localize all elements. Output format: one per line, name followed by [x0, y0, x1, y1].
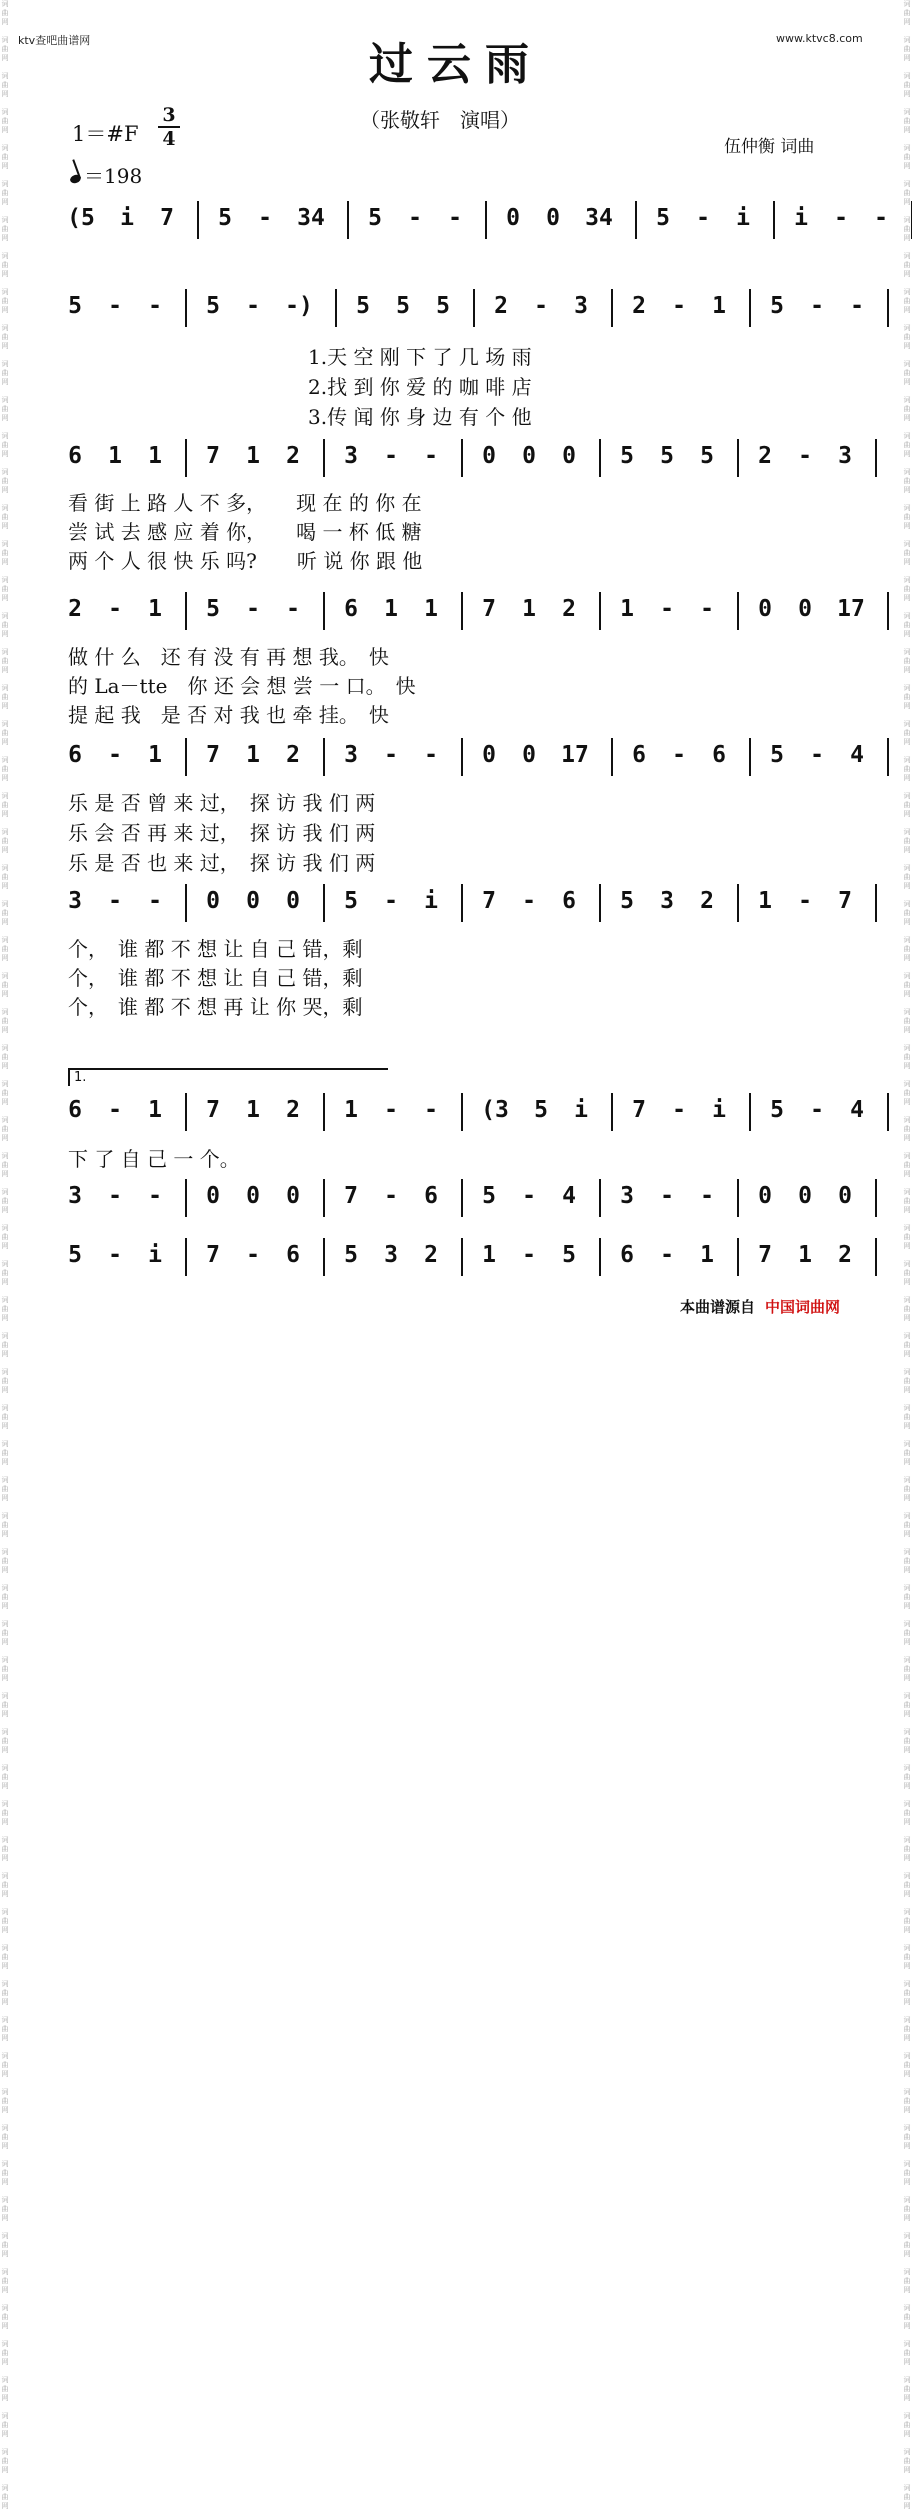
note: 5 — [206, 596, 220, 622]
note: 2 — [286, 1097, 300, 1123]
lyric-line: 个， 谁 都 不 想 让 自 己 错，剩 — [68, 966, 363, 990]
note: 3 — [68, 1183, 82, 1209]
note: 2 — [700, 888, 714, 914]
song-title: 过云雨 — [369, 39, 543, 90]
note: 6 — [68, 742, 82, 768]
note: 6 — [620, 1242, 634, 1268]
note: 7 — [758, 1242, 772, 1268]
note: 5 — [534, 1097, 548, 1123]
barline — [485, 201, 487, 239]
tempo-value: ＝198 — [84, 164, 143, 188]
note: - — [108, 742, 122, 768]
note: 1 — [148, 443, 162, 469]
note: 5 — [656, 205, 670, 231]
note: 4 — [562, 1183, 576, 1209]
note: - — [798, 443, 812, 469]
note: 5 — [68, 1242, 82, 1268]
barline — [323, 439, 325, 477]
note: - — [810, 293, 824, 319]
lyric-line: 3.传 闻 你 身 边 有 个 他 — [308, 405, 532, 429]
note: 1 — [148, 1097, 162, 1123]
note: - — [246, 1242, 260, 1268]
note: 17 — [837, 596, 865, 622]
barline — [599, 592, 601, 630]
barline — [737, 592, 739, 630]
note: 0 — [286, 1183, 300, 1209]
barline — [461, 1093, 463, 1131]
note: 7 — [632, 1097, 646, 1123]
note: - — [424, 443, 438, 469]
note: 5 — [700, 443, 714, 469]
barline — [635, 201, 637, 239]
note: 1 — [758, 888, 772, 914]
note: - — [148, 293, 162, 319]
note: - — [108, 1097, 122, 1123]
barline — [887, 1093, 889, 1131]
note: 0 — [506, 205, 520, 231]
barline — [887, 289, 889, 327]
note: - — [148, 1183, 162, 1209]
note: 1 — [108, 443, 122, 469]
note: 2 — [286, 742, 300, 768]
note: - — [108, 1183, 122, 1209]
source-credit — [680, 1296, 840, 1317]
note: 5 — [344, 888, 358, 914]
barline — [197, 201, 199, 239]
note: 1 — [246, 443, 260, 469]
barline — [461, 738, 463, 776]
barline — [323, 884, 325, 922]
note: 1 — [384, 596, 398, 622]
barline — [185, 592, 187, 630]
note: 5 — [436, 293, 450, 319]
note: 3 — [660, 888, 674, 914]
note: - — [108, 1242, 122, 1268]
note: i — [574, 1097, 588, 1123]
note: - — [408, 205, 422, 231]
note: 2 — [758, 443, 772, 469]
lyric-line: 做 什 么 还 有 没 有 再 想 我。 快 — [68, 645, 389, 669]
note: - — [246, 596, 260, 622]
note: - — [798, 888, 812, 914]
note: 1 — [620, 596, 634, 622]
note: 7 — [206, 1242, 220, 1268]
barline — [323, 1093, 325, 1131]
note: - — [810, 742, 824, 768]
note: 7 — [482, 596, 496, 622]
watermark-left: ktv查吧曲谱网 — [18, 34, 91, 47]
note: - — [522, 888, 536, 914]
side-watermark-right: 词 曲 网 词 曲 网 词 曲 网 词 曲 网 词 曲 网 词 曲 网 词 曲 网 词 曲 网 词 曲 网 词 曲 网 词 曲 网 词 曲 网 词 曲 网 词 曲 网 词 曲 网 词 曲 网 词 曲 网 词 曲 网 词 曲 网 词 曲 网 词 曲 网 词 曲 网 词 曲 网 词 曲 网 词 曲 网 词 曲 网 词 曲 网 词 曲 网 词 曲 网 词 曲 网 词 曲 网 词 曲 网 词 曲 网 词 曲 网 词 曲 网 词 曲 网 词 曲 网 词 曲 网 词 曲 网 词 曲 网 词 曲 网 词 曲 网 词 曲 网 词 曲 网 词 曲 网 词 曲 网 词 曲 网 词 曲 网 词 曲 网 词 曲 网 词 曲 网 词 曲 网 词 曲 网 词 曲 网 词 曲 网 词 曲 网 词 曲 网 词 曲 网 词 曲 网 词 曲 网 词 曲 网 词 曲 网 词 曲 网 词 曲 网 词 曲 网 词 曲 网 词 曲 网 词 曲 网 词 曲 网 词 曲 网 — [903, 0, 911, 2510]
note: i — [148, 1242, 162, 1268]
note: 5 — [206, 293, 220, 319]
note: - — [384, 742, 398, 768]
barline — [335, 289, 337, 327]
note: - — [384, 1097, 398, 1123]
barline — [737, 439, 739, 477]
note: 4 — [850, 742, 864, 768]
performer: （张敬轩 演唱） — [360, 108, 520, 132]
note: 5 — [620, 443, 634, 469]
note: - — [384, 443, 398, 469]
note: i — [736, 205, 750, 231]
barline — [185, 1179, 187, 1217]
quarter-note-icon — [69, 173, 82, 184]
note: 6 — [712, 742, 726, 768]
note: 0 — [206, 888, 220, 914]
note: i — [120, 205, 134, 231]
lyric-line: 提 起 我 是 否 对 我 也 牵 挂。 快 — [68, 703, 389, 727]
barline — [611, 289, 613, 327]
author-credit: 伍仲衡 词曲 — [724, 137, 815, 157]
barline — [185, 439, 187, 477]
note: 34 — [585, 205, 613, 231]
note: - — [850, 293, 864, 319]
note: 4 — [850, 1097, 864, 1123]
note: - — [660, 596, 674, 622]
note: - — [108, 596, 122, 622]
barline — [599, 1179, 601, 1217]
note: 0 — [246, 1183, 260, 1209]
note: 2 — [632, 293, 646, 319]
barline — [875, 439, 877, 477]
note: - — [108, 293, 122, 319]
note: - — [696, 205, 710, 231]
note: - — [660, 1183, 674, 1209]
barline — [749, 1093, 751, 1131]
note: 1 — [798, 1242, 812, 1268]
barline — [323, 1238, 325, 1276]
note: 3 — [384, 1242, 398, 1268]
barline — [185, 738, 187, 776]
note: 5 — [396, 293, 410, 319]
note: - — [246, 293, 260, 319]
barline — [185, 1093, 187, 1131]
lyric-line: 1.天 空 刚 下 了 几 场 雨 — [308, 345, 532, 369]
note: 3 — [68, 888, 82, 914]
note: 7 — [206, 1097, 220, 1123]
barline — [599, 439, 601, 477]
note: 1 — [246, 742, 260, 768]
note: - — [522, 1242, 536, 1268]
note: (3 — [481, 1097, 509, 1123]
barline — [461, 884, 463, 922]
note: 5 — [620, 888, 634, 914]
note: - — [108, 888, 122, 914]
note: -) — [285, 293, 313, 319]
note: 7 — [838, 888, 852, 914]
note: 0 — [546, 205, 560, 231]
note: 0 — [286, 888, 300, 914]
time-signature — [158, 104, 180, 150]
note: 1 — [424, 596, 438, 622]
note: 0 — [522, 443, 536, 469]
lyric-line: 两 个 人 很 快 乐 吗? 听 说 你 跟 他 — [68, 549, 423, 573]
source-label: 本曲谱源自 — [680, 1298, 756, 1316]
source-site: 中国词曲网 — [765, 1298, 841, 1316]
note: 5 — [562, 1242, 576, 1268]
barline — [599, 884, 601, 922]
barline — [461, 592, 463, 630]
note: 5 — [770, 1097, 784, 1123]
barline — [473, 289, 475, 327]
note: 1 — [148, 742, 162, 768]
note: - — [534, 293, 548, 319]
note: - — [384, 888, 398, 914]
note: - — [834, 205, 848, 231]
note: 6 — [424, 1183, 438, 1209]
note: 5 — [660, 443, 674, 469]
note: 1 — [148, 596, 162, 622]
note: 5 — [770, 293, 784, 319]
barline — [737, 1238, 739, 1276]
note: - — [660, 1242, 674, 1268]
note: 1 — [712, 293, 726, 319]
barline — [347, 201, 349, 239]
note: 1 — [482, 1242, 496, 1268]
note: 5 — [218, 205, 232, 231]
barline — [875, 884, 877, 922]
note: 7 — [482, 888, 496, 914]
note: 0 — [482, 742, 496, 768]
note: 0 — [562, 443, 576, 469]
lyric-line: 个， 谁 都 不 想 再 让 你 哭，剩 — [68, 995, 363, 1019]
note: 2 — [68, 596, 82, 622]
note: 0 — [246, 888, 260, 914]
barline — [599, 1238, 601, 1276]
barline — [887, 592, 889, 630]
lyric-line: 2.找 到 你 爱 的 咖 啡 店 — [308, 375, 532, 399]
barline — [737, 884, 739, 922]
note: 0 — [798, 596, 812, 622]
note: 3 — [838, 443, 852, 469]
barline — [461, 439, 463, 477]
note: 1 — [700, 1242, 714, 1268]
note: 2 — [494, 293, 508, 319]
note: - — [286, 596, 300, 622]
note: 5 — [356, 293, 370, 319]
lyric-line: 尝 试 去 感 应 着 你， 喝 一 杯 低 糖 — [68, 520, 422, 544]
note: 5 — [482, 1183, 496, 1209]
note: 2 — [562, 596, 576, 622]
note: - — [384, 1183, 398, 1209]
note: - — [258, 205, 272, 231]
note: 0 — [522, 742, 536, 768]
note: 0 — [482, 443, 496, 469]
note: i — [424, 888, 438, 914]
barline — [323, 592, 325, 630]
note: 2 — [286, 443, 300, 469]
lyric-line: 看 街 上 路 人 不 多， 现 在 的 你 在 — [68, 491, 422, 515]
barline — [461, 1179, 463, 1217]
note: 1 — [246, 1097, 260, 1123]
lyric-line: 乐 是 否 也 来 过， 探 访 我 们 两 — [68, 851, 376, 875]
note: 3 — [344, 742, 358, 768]
note: - — [672, 293, 686, 319]
note: 5 — [368, 205, 382, 231]
note: 0 — [838, 1183, 852, 1209]
note: 3 — [574, 293, 588, 319]
lyric-line: 的 La－tte 你 还 会 想 尝 一 口。 快 — [68, 674, 416, 698]
note: - — [448, 205, 462, 231]
note: 1 — [522, 596, 536, 622]
note: 6 — [632, 742, 646, 768]
note: (5 — [67, 205, 95, 231]
note: - — [700, 1183, 714, 1209]
note: 7 — [206, 742, 220, 768]
barline — [749, 738, 751, 776]
note: 0 — [758, 596, 772, 622]
barline — [185, 1238, 187, 1276]
note: 2 — [424, 1242, 438, 1268]
time-bottom: 4 — [162, 128, 176, 150]
note: 5 — [68, 293, 82, 319]
barline — [461, 1238, 463, 1276]
note: - — [522, 1183, 536, 1209]
note: 3 — [620, 1183, 634, 1209]
note: - — [424, 742, 438, 768]
note: - — [424, 1097, 438, 1123]
watermark-right: www.ktvc8.com — [776, 32, 863, 45]
barline — [185, 884, 187, 922]
note: 6 — [68, 443, 82, 469]
note: - — [148, 888, 162, 914]
note: - — [672, 742, 686, 768]
tempo-mark — [70, 160, 142, 189]
key-signature: 1＝#F — [72, 122, 139, 146]
note: 6 — [344, 596, 358, 622]
note: i — [712, 1097, 726, 1123]
note: i — [794, 205, 808, 231]
note: 0 — [798, 1183, 812, 1209]
note: 3 — [344, 443, 358, 469]
note: - — [672, 1097, 686, 1123]
note: 6 — [68, 1097, 82, 1123]
barline — [611, 738, 613, 776]
note: 17 — [561, 742, 589, 768]
barline — [875, 1179, 877, 1217]
note: 7 — [344, 1183, 358, 1209]
note: - — [874, 205, 888, 231]
side-watermark-left: 词 曲 网 词 曲 网 词 曲 网 词 曲 网 词 曲 网 词 曲 网 词 曲 网 词 曲 网 词 曲 网 词 曲 网 词 曲 网 词 曲 网 词 曲 网 词 曲 网 词 曲 网 词 曲 网 词 曲 网 词 曲 网 词 曲 网 词 曲 网 词 曲 网 词 曲 网 词 曲 网 词 曲 网 词 曲 网 词 曲 网 词 曲 网 词 曲 网 词 曲 网 词 曲 网 词 曲 网 词 曲 网 词 曲 网 词 曲 网 词 曲 网 词 曲 网 词 曲 网 词 曲 网 词 曲 网 词 曲 网 词 曲 网 词 曲 网 词 曲 网 词 曲 网 词 曲 网 词 曲 网 词 曲 网 词 曲 网 词 曲 网 词 曲 网 词 曲 网 词 曲 网 词 曲 网 词 曲 网 词 曲 网 词 曲 网 词 曲 网 词 曲 网 词 曲 网 词 曲 网 词 曲 网 词 曲 网 词 曲 网 词 曲 网 词 曲 网 词 曲 网 词 曲 网 词 曲 网 词 曲 网 词 曲 网 — [1, 0, 9, 2510]
note: 0 — [758, 1183, 772, 1209]
time-top: 3 — [158, 104, 180, 128]
barline — [773, 201, 775, 239]
note: - — [700, 596, 714, 622]
barline — [737, 1179, 739, 1217]
note: 6 — [562, 888, 576, 914]
barline — [323, 738, 325, 776]
note: 0 — [206, 1183, 220, 1209]
barline — [611, 1093, 613, 1131]
note: 5 — [770, 742, 784, 768]
note: - — [810, 1097, 824, 1123]
lyric-line: 乐 会 否 再 来 过， 探 访 我 们 两 — [68, 821, 376, 845]
note: 2 — [838, 1242, 852, 1268]
barline — [749, 289, 751, 327]
barline — [887, 738, 889, 776]
note: 7 — [206, 443, 220, 469]
note: 7 — [160, 205, 174, 231]
note: 5 — [344, 1242, 358, 1268]
barline — [875, 1238, 877, 1276]
note: 6 — [286, 1242, 300, 1268]
lyric-line: 乐 是 否 曾 来 过， 探 访 我 们 两 — [68, 791, 376, 815]
lyric-line: 下 了 自 己 一 个。 — [68, 1147, 240, 1171]
barline — [185, 289, 187, 327]
note: 1 — [344, 1097, 358, 1123]
lyric-line: 个， 谁 都 不 想 让 自 己 错，剩 — [68, 937, 363, 961]
note: 34 — [297, 205, 325, 231]
barline — [323, 1179, 325, 1217]
volta-bracket: 1. — [68, 1068, 388, 1086]
